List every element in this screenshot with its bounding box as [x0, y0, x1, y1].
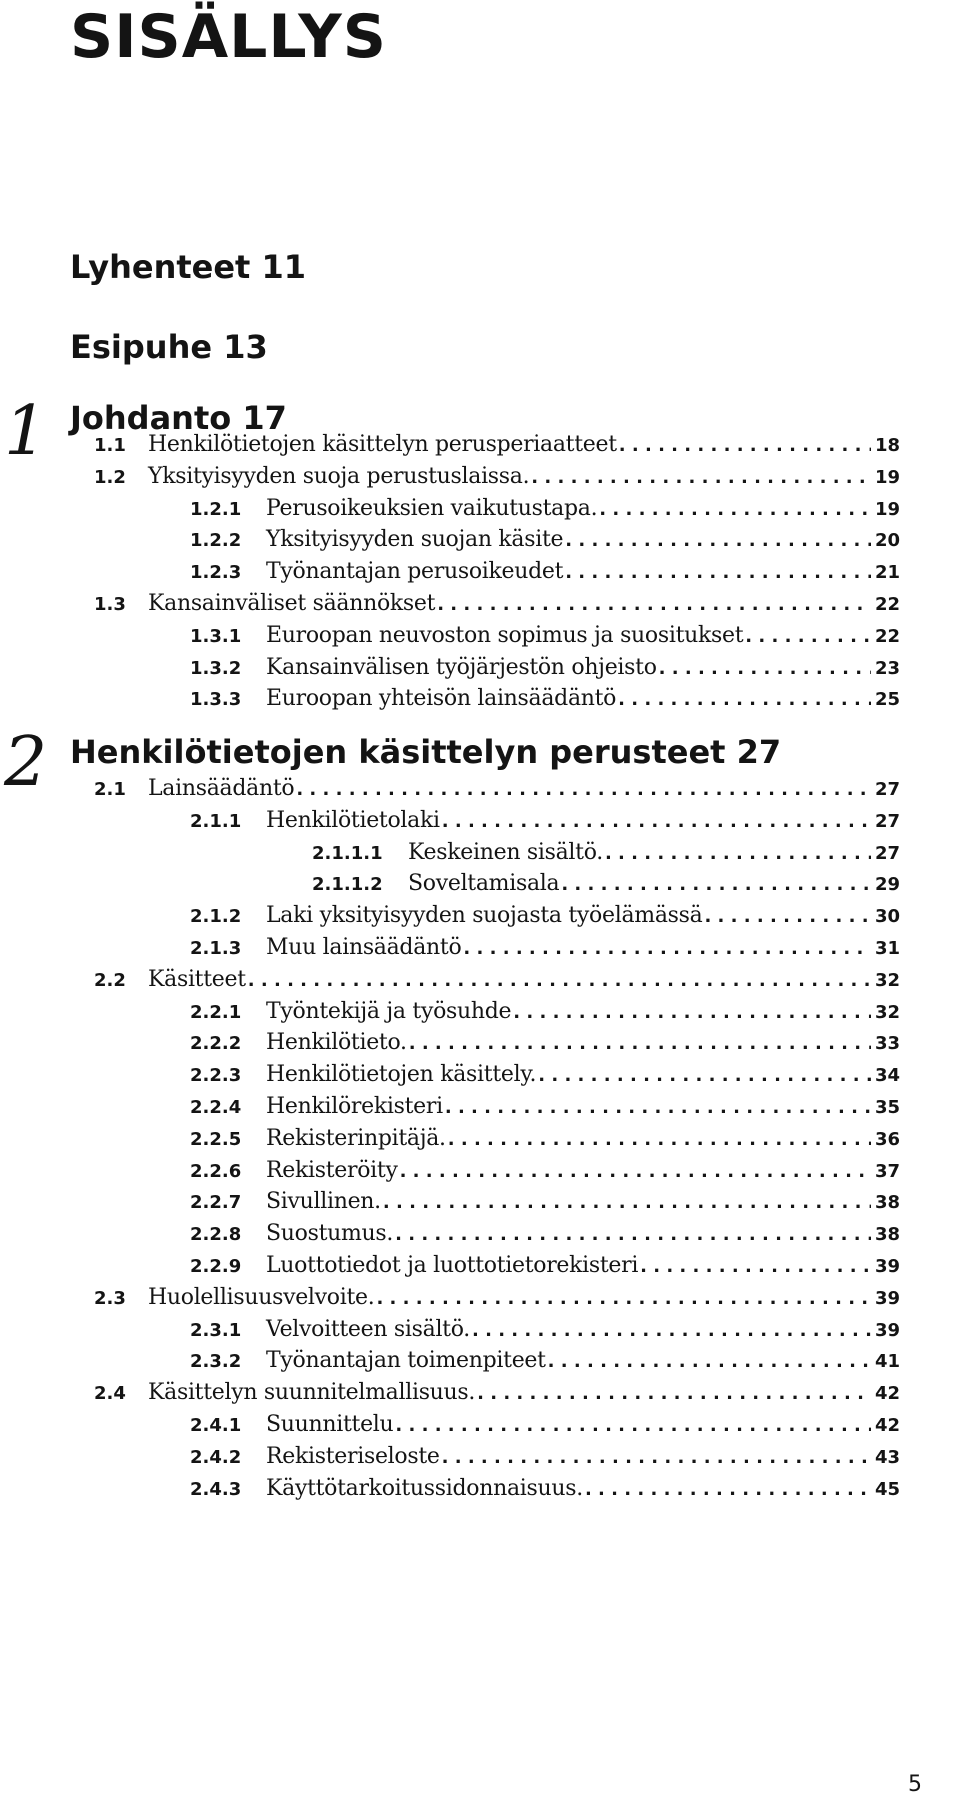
dot-leader [548, 1351, 871, 1372]
toc-entry [190, 1221, 900, 1253]
toc-entry [94, 464, 900, 496]
toc-entry-page: 43 [874, 1447, 900, 1468]
dot-leader [248, 970, 871, 991]
toc-entry [190, 655, 900, 687]
toc-entry-title: Rekisteriseloste [266, 1444, 440, 1469]
toc-entry [94, 1380, 900, 1412]
toc-entry-page: 39 [874, 1320, 900, 1341]
toc-entry-page: 45 [874, 1479, 900, 1500]
toc-entry-number: 2.2.5 [190, 1129, 242, 1150]
toc-entry-title: Velvoitteen sisältö. [266, 1317, 470, 1342]
toc-entry-title: Euroopan neuvoston sopimus ja suositukset [266, 623, 744, 648]
toc-entry-number: 2.1.1 [190, 811, 242, 832]
toc-entry-page: 27 [874, 811, 900, 832]
dot-leader [409, 1033, 871, 1054]
toc-entry-title: Käsittelyn suunnitelmallisuus. [148, 1380, 476, 1405]
toc-entry-title: Perusoikeuksien vaikutustapa. [266, 496, 598, 521]
chapter-heading: Johdanto 17 [70, 399, 287, 437]
dot-leader [659, 658, 871, 679]
toc-entry [94, 591, 900, 623]
toc-entry-number: 1.1 [94, 435, 126, 456]
toc-entry-page: 42 [874, 1415, 900, 1436]
toc-entry-number: 2.3.1 [190, 1320, 242, 1341]
toc-entry-title: Laki yksityisyyden suojasta työelämässä [266, 903, 703, 928]
toc-entry-title: Keskeinen sisältö. [408, 840, 603, 865]
toc-entry [190, 1158, 900, 1190]
toc-entry-title: Henkilötietojen käsittelyn perusperiaatteet [148, 432, 617, 457]
toc-entry [94, 1285, 900, 1317]
toc-entry-number: 1.3.3 [190, 689, 242, 710]
toc-entry [190, 1126, 900, 1158]
dot-leader [395, 1415, 871, 1436]
toc-entry-page: 20 [874, 530, 900, 551]
toc-entry-number: 2.1.3 [190, 938, 242, 959]
toc-entry-number: 2.1.2 [190, 906, 242, 927]
toc-entry-title: Kansainvälisen työjärjestön ohjeisto [266, 655, 657, 680]
toc-entry-title: Yksityisyyden suojan käsite [266, 527, 564, 552]
toc-entry-page: 33 [874, 1033, 900, 1054]
page-title: SISÄLLYS [70, 2, 387, 72]
toc-entry-number: 2.2.3 [190, 1065, 242, 1086]
dot-leader [442, 1447, 871, 1468]
toc-entry-title: Henkilörekisteri [266, 1094, 443, 1119]
toc-entry-number: 2.3.2 [190, 1351, 242, 1372]
toc-entry-title: Lainsäädäntö [148, 776, 295, 801]
dot-leader [599, 499, 871, 520]
toc-entry-title: Muu lainsäädäntö [266, 935, 462, 960]
toc-entry-page: 32 [874, 970, 900, 991]
toc-entry-page: 35 [874, 1097, 900, 1118]
toc-entry-page: 19 [874, 467, 900, 488]
toc-entry-title: Henkilötieto. [266, 1030, 407, 1055]
toc-entry-page: 25 [874, 689, 900, 710]
toc-entry-number: 2.1 [94, 779, 126, 800]
toc-entry-page: 37 [874, 1161, 900, 1182]
front-matter-heading-abbreviations: Lyhenteet 11 [70, 248, 307, 286]
toc-entry-number: 1.3.2 [190, 658, 242, 679]
dot-leader [565, 562, 871, 583]
dot-leader [442, 811, 871, 832]
toc-entry-title: Soveltamisala [408, 871, 560, 896]
toc-entry-title: Työnantajan toimenpiteet [266, 1348, 546, 1373]
toc-entry-number: 2.2.7 [190, 1192, 242, 1213]
toc-entry-page: 39 [874, 1256, 900, 1277]
toc-entry-number: 2.4.3 [190, 1479, 242, 1500]
toc-entry-number: 1.2.2 [190, 530, 242, 551]
toc-entry-number: 2.1.1.2 [312, 874, 383, 895]
toc-entry-number: 2.2.9 [190, 1256, 242, 1277]
toc-entry [190, 1317, 900, 1349]
toc-entry-title: Suunnittelu [266, 1412, 394, 1437]
toc-entry-title: Rekisteröity [266, 1158, 398, 1183]
dot-leader [704, 906, 871, 927]
toc-entry [190, 1062, 900, 1094]
toc-entry [190, 1412, 900, 1444]
toc-entry-page: 32 [874, 1002, 900, 1023]
toc-entry-number: 2.2.1 [190, 1002, 242, 1023]
dot-leader [531, 467, 871, 488]
toc-entry [312, 840, 900, 872]
dot-leader [448, 1129, 871, 1150]
dot-leader [565, 530, 871, 551]
dot-leader [618, 689, 871, 710]
toc-entry-page: 30 [874, 906, 900, 927]
toc-entry-number: 2.2.6 [190, 1161, 242, 1182]
front-matter-heading-preface: Esipuhe 13 [70, 328, 268, 366]
toc-entry [190, 808, 900, 840]
toc-entry [190, 1253, 900, 1285]
dot-leader [513, 1002, 871, 1023]
toc-entry [190, 1030, 900, 1062]
toc-entry-number: 2.1.1.1 [312, 843, 383, 864]
toc-entry-number: 1.3.1 [190, 626, 242, 647]
toc-entry [190, 1476, 900, 1508]
toc-entry-number: 2.2.8 [190, 1224, 242, 1245]
toc-entry-page: 34 [874, 1065, 900, 1086]
toc-entry-number: 1.2 [94, 467, 126, 488]
toc-entry-title: Työntekijä ja työsuhde [266, 999, 512, 1024]
dot-leader [538, 1065, 871, 1086]
dot-leader [640, 1256, 871, 1277]
page-number: 5 [908, 1772, 922, 1797]
chapter-number: 2 [4, 723, 48, 802]
dot-leader [376, 1288, 871, 1309]
dot-leader [745, 626, 871, 647]
toc-entry-page: 39 [874, 1288, 900, 1309]
dot-leader [445, 1097, 871, 1118]
toc-entry-title: Huolellisuusvelvoite. [148, 1285, 375, 1310]
chapter-heading: Henkilötietojen käsittelyn perusteet 27 [70, 733, 782, 771]
toc-entry-page: 29 [874, 874, 900, 895]
toc-entry [94, 432, 900, 464]
toc-entry [190, 935, 900, 967]
toc-entry-page: 42 [874, 1383, 900, 1404]
chapter-number: 1 [4, 392, 48, 471]
toc-entry-number: 2.4.1 [190, 1415, 242, 1436]
toc-entry-page: 27 [874, 779, 900, 800]
toc-entry-page: 22 [874, 594, 900, 615]
toc-entry [190, 999, 900, 1031]
toc-entry-title: Käyttötarkoitussidonnaisuus. [266, 1476, 583, 1501]
toc-entry-number: 1.3 [94, 594, 126, 615]
toc-entry [190, 1444, 900, 1476]
toc-entry [94, 776, 900, 808]
toc-entry-page: 22 [874, 626, 900, 647]
toc-entry-title: Suostumus. [266, 1221, 394, 1246]
toc-entry-page: 21 [874, 562, 900, 583]
toc-entry-title: Kansainväliset säännökset [148, 591, 436, 616]
toc-entry [312, 871, 900, 903]
toc-entry [190, 527, 900, 559]
toc-entry-number: 2.4 [94, 1383, 126, 1404]
toc-entry-page: 36 [874, 1129, 900, 1150]
dot-leader [477, 1383, 871, 1404]
toc-entry [190, 1189, 900, 1221]
toc-entry-title: Henkilötietolaki [266, 808, 440, 833]
toc-entry-page: 23 [874, 658, 900, 679]
toc-entry-title: Euroopan yhteisön lainsäädäntö [266, 686, 617, 711]
toc-entry-title: Henkilötietojen käsittely. [266, 1062, 537, 1087]
toc-entry [94, 967, 900, 999]
toc-entry-title: Käsitteet [148, 967, 246, 992]
dot-leader [472, 1320, 871, 1341]
toc-entry-page: 31 [874, 938, 900, 959]
dot-leader [395, 1224, 871, 1245]
toc-entry-title: Työnantajan perusoikeudet [266, 559, 564, 584]
dot-leader [605, 843, 871, 864]
toc-entry-page: 19 [874, 499, 900, 520]
toc-entry-title: Luottotiedot ja luottotietorekisteri [266, 1253, 639, 1278]
toc-entry [190, 1348, 900, 1380]
toc-entry-page: 38 [874, 1192, 900, 1213]
toc-entry-number: 1.2.3 [190, 562, 242, 583]
toc-entry-title: Rekisterinpitäjä. [266, 1126, 446, 1151]
toc-entry-title: Sivullinen. [266, 1189, 381, 1214]
dot-leader [296, 779, 871, 800]
dot-leader [585, 1479, 871, 1500]
toc-entry [190, 1094, 900, 1126]
toc-entry [190, 496, 900, 528]
toc-entry-page: 18 [874, 435, 900, 456]
toc-entry-number: 1.2.1 [190, 499, 242, 520]
toc-entry-number: 2.2 [94, 970, 126, 991]
toc-entry-page: 38 [874, 1224, 900, 1245]
dot-leader [463, 938, 871, 959]
toc-entry [190, 623, 900, 655]
toc-entry [190, 903, 900, 935]
toc-entry-number: 2.3 [94, 1288, 126, 1309]
toc-entry [190, 559, 900, 591]
toc-entry-number: 2.4.2 [190, 1447, 242, 1468]
toc-entry-number: 2.2.2 [190, 1033, 242, 1054]
dot-leader [437, 594, 871, 615]
toc-entry-title: Yksityisyyden suoja perustuslaissa. [148, 464, 530, 489]
toc-entry [190, 686, 900, 718]
dot-leader [561, 874, 871, 895]
dot-leader [383, 1192, 871, 1213]
toc-entry-page: 41 [874, 1351, 900, 1372]
toc-entry-page: 27 [874, 843, 900, 864]
toc-entry-number: 2.2.4 [190, 1097, 242, 1118]
dot-leader [400, 1161, 871, 1182]
dot-leader [619, 435, 871, 456]
